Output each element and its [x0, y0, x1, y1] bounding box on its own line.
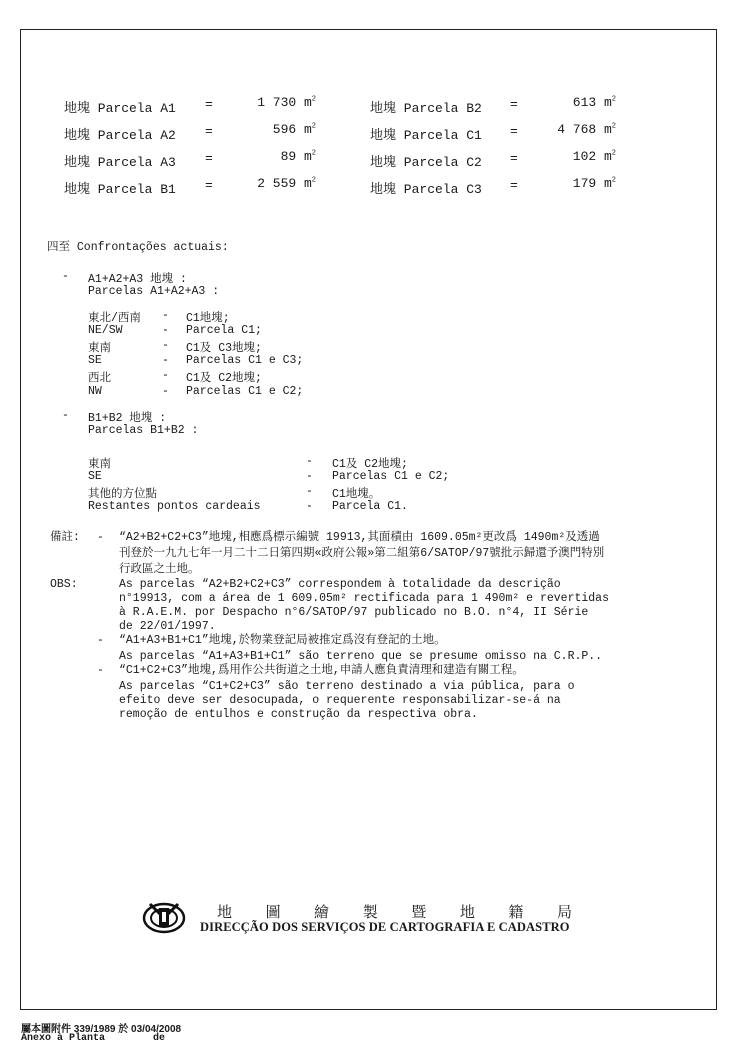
annex-line-pt: Anexo à Planta de	[21, 1033, 166, 1044]
agency-name-zh-char: 暨	[411, 903, 427, 921]
agency-name-zh-char: 繪	[314, 903, 330, 921]
agency-name-zh-char: 籍	[508, 903, 524, 921]
equals-sign: =	[205, 151, 213, 166]
note3-pt-line: remoção de entulhos e construção da respectiva obra.	[119, 708, 478, 721]
direction: 東南	[88, 342, 111, 355]
description: C1地塊;	[186, 312, 230, 325]
note1-pt-line: As parcelas “A2+B2+C2+C3” correspondem à totalidade da descrição	[119, 578, 561, 591]
parcel-label: 地塊 Parcela B2	[370, 101, 482, 116]
direction: Restantes pontos cardeais	[88, 500, 261, 513]
parcel-area: 2 559 $m^2$	[257, 176, 316, 191]
row-dash: -	[306, 500, 313, 513]
note1-pt-line: de 22/01/1997.	[119, 620, 216, 633]
direction: 西北	[88, 372, 111, 385]
row-dash: -	[306, 455, 313, 468]
agency-name-zh-char: 地	[217, 903, 233, 921]
equals-sign: =	[205, 178, 213, 193]
parcel-label: 地塊 Parcela C3	[370, 182, 482, 197]
row-dash: -	[162, 354, 169, 367]
row-dash: -	[162, 369, 169, 382]
row-dash: -	[162, 309, 169, 322]
parcel-label: 地塊 Parcela C2	[370, 155, 482, 170]
notes-label-zh: 備註:	[50, 531, 80, 544]
parcel-label: 地塊 Parcela C1	[370, 128, 482, 143]
description: Parcela C1;	[186, 324, 262, 337]
parcel-area: 102 $m^2$	[572, 149, 616, 164]
row-dash: -	[306, 470, 313, 483]
agency-name-zh-char: 局	[556, 903, 572, 921]
parcel-area: 179 $m^2$	[572, 176, 616, 191]
equals-sign: =	[510, 124, 518, 139]
parcel-area: 613 $m^2$	[572, 95, 616, 110]
row-dash: -	[162, 385, 169, 398]
description: Parcelas C1 e C3;	[186, 354, 304, 367]
note3-pt-line: efeito deve ser desocupada, o requerente responsabilizar-se-á na	[119, 694, 561, 707]
note2-zh: “A1+A3+B1+C1”地塊,於物業登記局被推定爲沒有登記的土地。	[119, 634, 446, 647]
bullet-dash: -	[62, 409, 69, 422]
direction: 東南	[88, 458, 111, 471]
description: Parcelas C1 e C2;	[332, 470, 450, 483]
annex-line-zh: 屬本圖附件 339/1989 於 03/04/2008	[21, 1024, 182, 1035]
note1-pt-line: n°19913, com a área de 1 609.05m² rectificada para 1 490m² e revertidas	[119, 592, 609, 605]
direction: SE	[88, 470, 102, 483]
equals-sign: =	[205, 124, 213, 139]
confrontations-heading: 四至 Confrontações actuais:	[47, 241, 229, 254]
row-dash: -	[162, 339, 169, 352]
agency-name-zh	[217, 901, 572, 922]
description: C1及 C2地塊;	[186, 372, 262, 385]
description: Parcelas C1 e C2;	[186, 385, 304, 398]
parcel-area: 1 730 $m^2$	[257, 95, 316, 110]
description: Parcela C1.	[332, 500, 408, 513]
note1-zh-line: 行政區之土地。	[119, 563, 200, 576]
parcel-label: 地塊 Parcela B1	[64, 182, 176, 197]
direction: 東北/西南	[88, 312, 141, 325]
note1-pt-line: à R.A.E.M. por Despacho n°6/SATOP/97 publicado no B.O. n°4, II Série	[119, 606, 589, 619]
direction: SE	[88, 354, 102, 367]
group2-title-zh: B1+B2 地塊 :	[88, 412, 167, 425]
equals-sign: =	[510, 97, 518, 112]
agency-name-zh-char: 圖	[265, 903, 281, 921]
parcel-area: 596 $m^2$	[272, 122, 316, 137]
parcel-label: 地塊 Parcela A3	[64, 155, 176, 170]
description: C1及 C3地塊;	[186, 342, 262, 355]
direction: NE/SW	[88, 324, 123, 337]
agency-name-pt: DIRECÇÃO DOS SERVIÇOS DE CARTOGRAFIA E CADASTRO	[200, 920, 570, 934]
direction: NW	[88, 385, 102, 398]
agency-emblem-icon	[142, 898, 186, 936]
agency-name-zh-char: 製	[362, 903, 378, 921]
equals-sign: =	[510, 151, 518, 166]
description: C1及 C2地塊;	[332, 458, 408, 471]
row-dash: -	[306, 485, 313, 498]
parcel-area: 89 $m^2$	[280, 149, 316, 164]
parcel-area: 4 768 $m^2$	[557, 122, 616, 137]
note3-pt-line: As parcelas “C1+C2+C3” são terreno destinado a via pública, para o	[119, 680, 575, 693]
parcel-label: 地塊 Parcela A1	[64, 101, 176, 116]
note3-zh: “C1+C2+C3”地塊,爲用作公共街道之土地,申請人應負責清理和建造有關工程。	[119, 664, 524, 677]
note2-pt: As parcelas “A1+A3+B1+C1” são terreno que se presume omisso na C.R.P..	[119, 650, 603, 663]
row-dash: -	[162, 324, 169, 337]
group1-title-pt: Parcelas A1+A2+A3 :	[88, 285, 220, 298]
group2-title-pt: Parcelas B1+B2 :	[88, 424, 199, 437]
bullet-dash: -	[97, 634, 104, 647]
notes-label-pt: OBS:	[50, 578, 78, 591]
bullet-dash: -	[62, 270, 69, 283]
note1-zh-line: “A2+B2+C2+C3”地塊,相應爲標示編號 19913,其面積由 1609.05m²更改爲 1490m²及透過	[119, 531, 600, 544]
description: C1地塊。	[332, 488, 381, 501]
note1-zh-line: 刊登於一九九七年一月二十二日第四期«政府公報»第二組第6/SATOP/97號批示歸還予澳門特別	[119, 547, 605, 560]
bullet-dash: -	[97, 531, 104, 544]
group1-title-zh: A1+A2+A3 地塊 :	[88, 273, 187, 286]
parcel-label: 地塊 Parcela A2	[64, 128, 176, 143]
direction: 其他的方位點	[88, 488, 157, 501]
agency-name-zh-char: 地	[459, 903, 475, 921]
bullet-dash: -	[97, 664, 104, 677]
equals-sign: =	[510, 178, 518, 193]
equals-sign: =	[205, 97, 213, 112]
